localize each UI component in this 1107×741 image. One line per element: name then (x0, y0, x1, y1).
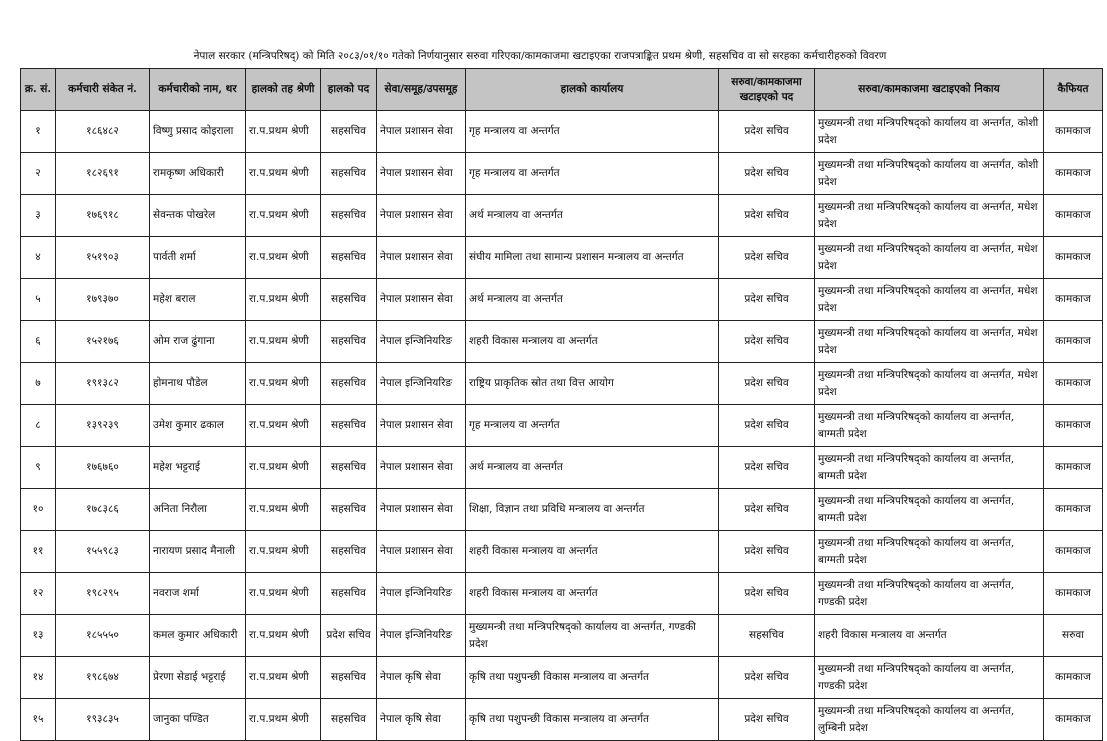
cell-post: सहसचिव (321, 279, 377, 321)
cell-remarks: कामकाज (1044, 321, 1103, 363)
table-row (21, 111, 1103, 153)
cell-employee-id: १८२६९१ (56, 153, 150, 195)
cell-remarks: कामकाज (1044, 195, 1103, 237)
cell-remarks: कामकाज (1044, 363, 1103, 405)
cell-post: सहसचिव (321, 405, 377, 447)
watermark (1047, 714, 1107, 728)
cell-service: नेपाल इन्जिनियरिङ (377, 363, 466, 405)
cell-remarks: कामकाज (1044, 699, 1103, 741)
cell-current-office: गृह मन्त्रालय वा अन्तर्गत (466, 111, 719, 153)
cell-employee-name: प्रेरणा सेडाई भट्टराई (150, 657, 246, 699)
table-row (21, 153, 1103, 195)
cell-employee-name: सेवन्तक पोखरेल (150, 195, 246, 237)
cell-level: रा.प.प्रथम श्रेणी (246, 615, 321, 657)
cell-current-office: शहरी विकास मन्त्रालय वा अन्तर्गत (466, 531, 719, 573)
cell-sn: १५ (21, 699, 56, 741)
cell-employee-name: रामकृष्ण अधिकारी (150, 153, 246, 195)
cell-post: सहसचिव (321, 447, 377, 489)
cell-level: रा.प.प्रथम श्रेणी (246, 531, 321, 573)
header-sn: क्र. सं. (21, 69, 56, 111)
cell-current-office: अर्थ मन्त्रालय वा अन्तर्गत (466, 195, 719, 237)
cell-assigned-office: मुख्यमन्त्री तथा मन्त्रिपरिषद्को कार्यालय वा अन्तर्गत, मधेश प्रदेश (815, 363, 1044, 405)
cell-level: रा.प.प्रथम श्रेणी (246, 405, 321, 447)
cell-sn: ३ (21, 195, 56, 237)
cell-level: रा.प.प्रथम श्रेणी (246, 447, 321, 489)
cell-current-office: संघीय मामिला तथा सामान्य प्रशासन मन्त्रालय वा अन्तर्गत (466, 237, 719, 279)
cell-current-office: कृषि तथा पशुपन्छी विकास मन्त्रालय वा अन्तर्गत (466, 699, 719, 741)
cell-level: रा.प.प्रथम श्रेणी (246, 699, 321, 741)
cell-employee-id: १५५९८३ (56, 531, 150, 573)
header-current-office: हालको कार्यालय (466, 69, 719, 111)
employee-transfer-table (20, 68, 1103, 741)
table-row (21, 363, 1103, 405)
cell-assigned-office: मुख्यमन्त्री तथा मन्त्रिपरिषद्को कार्यालय वा अन्तर्गत, मधेश प्रदेश (815, 237, 1044, 279)
cell-sn: २ (21, 153, 56, 195)
table-row (21, 321, 1103, 363)
cell-service: नेपाल इन्जिनियरिङ (377, 321, 466, 363)
cell-assigned-post: प्रदेश सचिव (719, 195, 815, 237)
cell-employee-name: होमनाथ पौडेल (150, 363, 246, 405)
cell-employee-id: १७६९१८ (56, 195, 150, 237)
cell-sn: ११ (21, 531, 56, 573)
cell-service: नेपाल प्रशासन सेवा (377, 279, 466, 321)
cell-remarks: कामकाज (1044, 405, 1103, 447)
page-title: नेपाल सरकार (मन्त्रिपरिषद्) को मिति २०८३/०१/१० गतेको निर्णयानुसार सरुवा गरिएका/कामकाजमा खटाइएका राजपत्राङ्कित प्रथम श्रेणी, सहसचिव वा सो सरहका कर्मचारीहरुको विवरण (193, 50, 887, 62)
cell-current-office: गृह मन्त्रालय वा अन्तर्गत (466, 153, 719, 195)
cell-post: सहसचिव (321, 699, 377, 741)
cell-employee-name: ओम राज ढुंगाना (150, 321, 246, 363)
cell-assigned-office: मुख्यमन्त्री तथा मन्त्रिपरिषद्को कार्यालय वा अन्तर्गत, लुम्बिनी प्रदेश (815, 699, 1044, 741)
cell-assigned-post: प्रदेश सचिव (719, 279, 815, 321)
cell-assigned-office: मुख्यमन्त्री तथा मन्त्रिपरिषद्को कार्यालय वा अन्तर्गत, बाग्मती प्रदेश (815, 447, 1044, 489)
cell-assigned-post: प्रदेश सचिव (719, 363, 815, 405)
cell-sn: ४ (21, 237, 56, 279)
cell-current-office: शिक्षा, विज्ञान तथा प्रविधि मन्त्रालय वा अन्तर्गत (466, 489, 719, 531)
header-level: हालको तह श्रेणी (246, 69, 321, 111)
cell-employee-name: महेश बराल (150, 279, 246, 321)
cell-assigned-office: मुख्यमन्त्री तथा मन्त्रिपरिषद्को कार्यालय वा अन्तर्गत, मधेश प्रदेश (815, 195, 1044, 237)
cell-employee-id: १७८३८६ (56, 489, 150, 531)
cell-level: रा.प.प्रथम श्रेणी (246, 195, 321, 237)
cell-post: सहसचिव (321, 363, 377, 405)
cell-employee-id: १७९३७० (56, 279, 150, 321)
cell-employee-name: नारायण प्रसाद मैनाली (150, 531, 246, 573)
header-assigned-office: सरुवा/कामकाजमा खटाइएको निकाय (815, 69, 1044, 111)
cell-service: नेपाल इन्जिनियरिङ (377, 615, 466, 657)
cell-level: रा.प.प्रथम श्रेणी (246, 279, 321, 321)
cell-assigned-post: प्रदेश सचिव (719, 531, 815, 573)
cell-sn: ५ (21, 279, 56, 321)
cell-employee-name: पार्वती शर्मा (150, 237, 246, 279)
cell-remarks: कामकाज (1044, 573, 1103, 615)
cell-post: सहसचिव (321, 195, 377, 237)
table-row (21, 573, 1103, 615)
cell-employee-id: १९८२९५ (56, 573, 150, 615)
table-row (21, 699, 1103, 741)
cell-current-office: राष्ट्रिय प्राकृतिक स्रोत तथा वित्त आयोग (466, 363, 719, 405)
cell-assigned-office: मुख्यमन्त्री तथा मन्त्रिपरिषद्को कार्यालय वा अन्तर्गत, कोशी प्रदेश (815, 153, 1044, 195)
cell-sn: १४ (21, 657, 56, 699)
cell-employee-id: १५२१७६ (56, 321, 150, 363)
header-service: सेवा/समूह/उपसमूह (377, 69, 466, 111)
cell-assigned-post: प्रदेश सचिव (719, 699, 815, 741)
cell-level: रा.प.प्रथम श्रेणी (246, 573, 321, 615)
cell-service: नेपाल इन्जिनियरिङ (377, 573, 466, 615)
cell-sn: १ (21, 111, 56, 153)
cell-post: सहसचिव (321, 573, 377, 615)
table-row (21, 405, 1103, 447)
cell-assigned-office: मुख्यमन्त्री तथा मन्त्रिपरिषद्को कार्यालय वा अन्तर्गत, मधेश प्रदेश (815, 321, 1044, 363)
cell-remarks: कामकाज (1044, 279, 1103, 321)
table-row (21, 195, 1103, 237)
cell-assigned-office: मुख्यमन्त्री तथा मन्त्रिपरिषद्को कार्यालय वा अन्तर्गत, गण्डकी प्रदेश (815, 657, 1044, 699)
cell-current-office: शहरी विकास मन्त्रालय वा अन्तर्गत (466, 321, 719, 363)
cell-assigned-office: शहरी विकास मन्त्रालय वा अन्तर्गत (815, 615, 1044, 657)
cell-assigned-post: प्रदेश सचिव (719, 153, 815, 195)
table-row (21, 447, 1103, 489)
cell-sn: ७ (21, 363, 56, 405)
cell-assigned-post: सहसचिव (719, 615, 815, 657)
table-row (21, 531, 1103, 573)
header-remarks: कैफियत (1044, 69, 1103, 111)
cell-employee-id: १९८६७४ (56, 657, 150, 699)
cell-remarks: कामकाज (1044, 657, 1103, 699)
cell-service: नेपाल प्रशासन सेवा (377, 195, 466, 237)
cell-sn: ८ (21, 405, 56, 447)
cell-assigned-post: प्रदेश सचिव (719, 447, 815, 489)
cell-service: नेपाल प्रशासन सेवा (377, 447, 466, 489)
cell-employee-name: विष्णु प्रसाद कोइराला (150, 111, 246, 153)
cell-remarks: कामकाज (1044, 111, 1103, 153)
cell-current-office: अर्थ मन्त्रालय वा अन्तर्गत (466, 279, 719, 321)
cell-assigned-post: प्रदेश सचिव (719, 321, 815, 363)
cell-assigned-post: प्रदेश सचिव (719, 573, 815, 615)
cell-post: सहसचिव (321, 321, 377, 363)
cell-assigned-post: प्रदेश सचिव (719, 489, 815, 531)
header-employee-id: कर्मचारी संकेत नं. (56, 69, 150, 111)
table-row (21, 279, 1103, 321)
cell-employee-id: १५१९०३ (56, 237, 150, 279)
cell-employee-name: महेश भट्टराई (150, 447, 246, 489)
header-assigned-post: सरुवा/कामकाजमा खटाइएको पद (719, 69, 815, 111)
cell-service: नेपाल प्रशासन सेवा (377, 153, 466, 195)
cell-sn: १० (21, 489, 56, 531)
table-row (21, 489, 1103, 531)
cell-post: सहसचिव (321, 111, 377, 153)
cell-employee-id: १८५५५० (56, 615, 150, 657)
header-employee-name: कर्मचारीको नाम, थर (150, 69, 246, 111)
cell-post: सहसचिव (321, 237, 377, 279)
cell-employee-name: उमेश कुमार ढकाल (150, 405, 246, 447)
header-post: हालको पद (321, 69, 377, 111)
cell-assigned-office: मुख्यमन्त्री तथा मन्त्रिपरिषद्को कार्यालय वा अन्तर्गत, बाग्मती प्रदेश (815, 405, 1044, 447)
cell-assigned-post: प्रदेश सचिव (719, 237, 815, 279)
cell-level: रा.प.प्रथम श्रेणी (246, 657, 321, 699)
cell-sn: ९ (21, 447, 56, 489)
table-row (21, 657, 1103, 699)
cell-level: रा.प.प्रथम श्रेणी (246, 363, 321, 405)
cell-level: रा.प.प्रथम श्रेणी (246, 489, 321, 531)
cell-employee-name: कमल कुमार अधिकारी (150, 615, 246, 657)
cell-post: सहसचिव (321, 153, 377, 195)
cell-assigned-post: प्रदेश सचिव (719, 405, 815, 447)
cell-service: नेपाल कृषि सेवा (377, 657, 466, 699)
cell-service: नेपाल प्रशासन सेवा (377, 111, 466, 153)
cell-current-office: अर्थ मन्त्रालय वा अन्तर्गत (466, 447, 719, 489)
table-header-row (21, 69, 1103, 111)
cell-service: नेपाल प्रशासन सेवा (377, 405, 466, 447)
cell-assigned-office: मुख्यमन्त्री तथा मन्त्रिपरिषद्को कार्यालय वा अन्तर्गत, बाग्मती प्रदेश (815, 531, 1044, 573)
cell-employee-id: १९३८३५ (56, 699, 150, 741)
cell-assigned-post: प्रदेश सचिव (719, 111, 815, 153)
cell-post: सहसचिव (321, 657, 377, 699)
cell-employee-id: १८६४८२ (56, 111, 150, 153)
cell-service: नेपाल कृषि सेवा (377, 699, 466, 741)
cell-employee-name: जानुका पण्डित (150, 699, 246, 741)
cell-assigned-office: मुख्यमन्त्री तथा मन्त्रिपरिषद्को कार्यालय वा अन्तर्गत, गण्डकी प्रदेश (815, 573, 1044, 615)
cell-employee-id: १९१३८२ (56, 363, 150, 405)
cell-sn: ६ (21, 321, 56, 363)
cell-sn: १२ (21, 573, 56, 615)
cell-service: नेपाल प्रशासन सेवा (377, 531, 466, 573)
cell-assigned-office: मुख्यमन्त्री तथा मन्त्रिपरिषद्को कार्यालय वा अन्तर्गत, बाग्मती प्रदेश (815, 489, 1044, 531)
cell-level: रा.प.प्रथम श्रेणी (246, 111, 321, 153)
cell-level: रा.प.प्रथम श्रेणी (246, 321, 321, 363)
cell-level: रा.प.प्रथम श्रेणी (246, 153, 321, 195)
cell-employee-name: अनिता निरौला (150, 489, 246, 531)
cell-assigned-post: प्रदेश सचिव (719, 657, 815, 699)
cell-level: रा.प.प्रथम श्रेणी (246, 237, 321, 279)
cell-remarks: कामकाज (1044, 153, 1103, 195)
cell-remarks: कामकाज (1044, 489, 1103, 531)
cell-assigned-office: मुख्यमन्त्री तथा मन्त्रिपरिषद्को कार्यालय वा अन्तर्गत, मधेश प्रदेश (815, 279, 1044, 321)
table-row (21, 615, 1103, 657)
cell-service: नेपाल प्रशासन सेवा (377, 489, 466, 531)
cell-current-office: शहरी विकास मन्त्रालय वा अन्तर्गत (466, 573, 719, 615)
cell-sn: १३ (21, 615, 56, 657)
cell-remarks: कामकाज (1044, 237, 1103, 279)
table-row (21, 237, 1103, 279)
cell-current-office: गृह मन्त्रालय वा अन्तर्गत (466, 405, 719, 447)
cell-service: नेपाल प्रशासन सेवा (377, 237, 466, 279)
cell-remarks: कामकाज (1044, 447, 1103, 489)
cell-post: प्रदेश सचिव (321, 615, 377, 657)
cell-assigned-office: मुख्यमन्त्री तथा मन्त्रिपरिषद्को कार्यालय वा अन्तर्गत, कोशी प्रदेश (815, 111, 1044, 153)
cell-employee-id: १७६७६० (56, 447, 150, 489)
cell-post: सहसचिव (321, 489, 377, 531)
cell-current-office: कृषि तथा पशुपन्छी विकास मन्त्रालय वा अन्तर्गत (466, 657, 719, 699)
cell-remarks: कामकाज (1044, 531, 1103, 573)
cell-post: सहसचिव (321, 531, 377, 573)
cell-current-office: मुख्यमन्त्री तथा मन्त्रिपरिषद्को कार्यालय वा अन्तर्गत, गण्डकी प्रदेश (466, 615, 719, 657)
cell-employee-name: नवराज शर्मा (150, 573, 246, 615)
cell-employee-id: १३९२३९ (56, 405, 150, 447)
cell-remarks: सरुवा (1044, 615, 1103, 657)
